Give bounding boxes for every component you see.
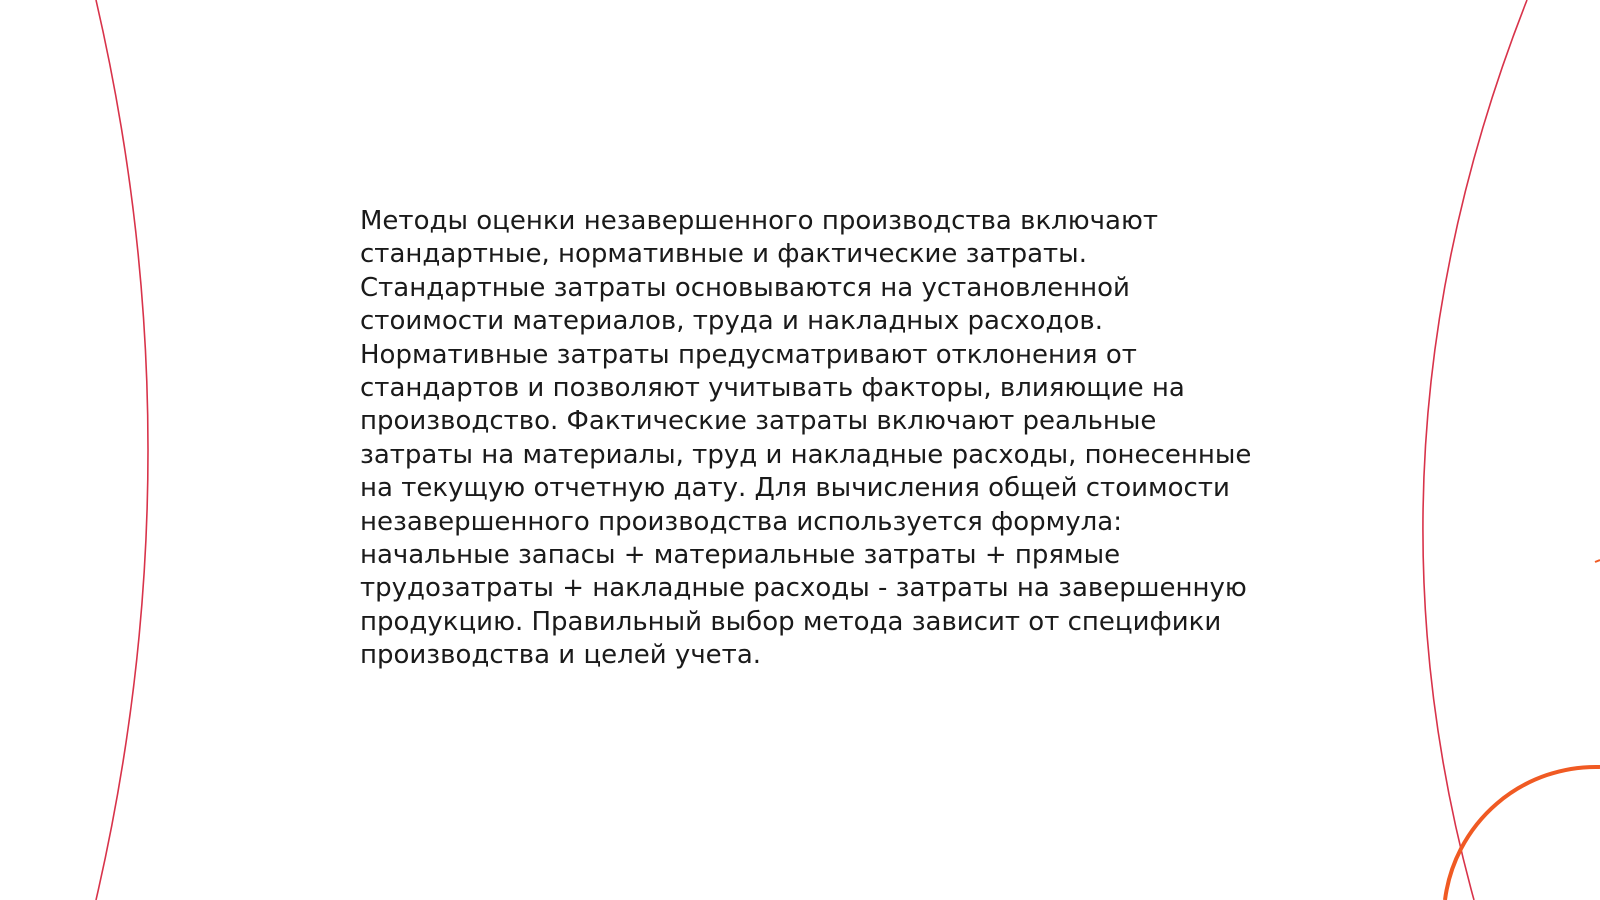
body-paragraph: Методы оценки незавершенного производства включают стандартные, нормативные и фактические затраты. Стандартные затраты основываются на установленной стоимости материалов, труда и накладных расходов. Нормативные затраты предусматривают отклонения от стандартов и позволяют учитывать факторы, влияющие на производство. Фактические затраты включают реальные затраты на материалы, труд и накладные расходы, понесенные на текущую отчетную дату. Для вычисления общей стоимости незавершенного производства используется формула: начальные запасы + материальные затраты + прямые трудозатраты + накладные расходы - затраты на завершенную продукцию. Правильный выбор метода зависит от специфики производства и целей учета. [360,206,1252,671]
right-curve-decoration [1423,0,1527,900]
right-edge-tick-decoration [1595,560,1600,562]
left-curve-decoration [96,0,148,900]
